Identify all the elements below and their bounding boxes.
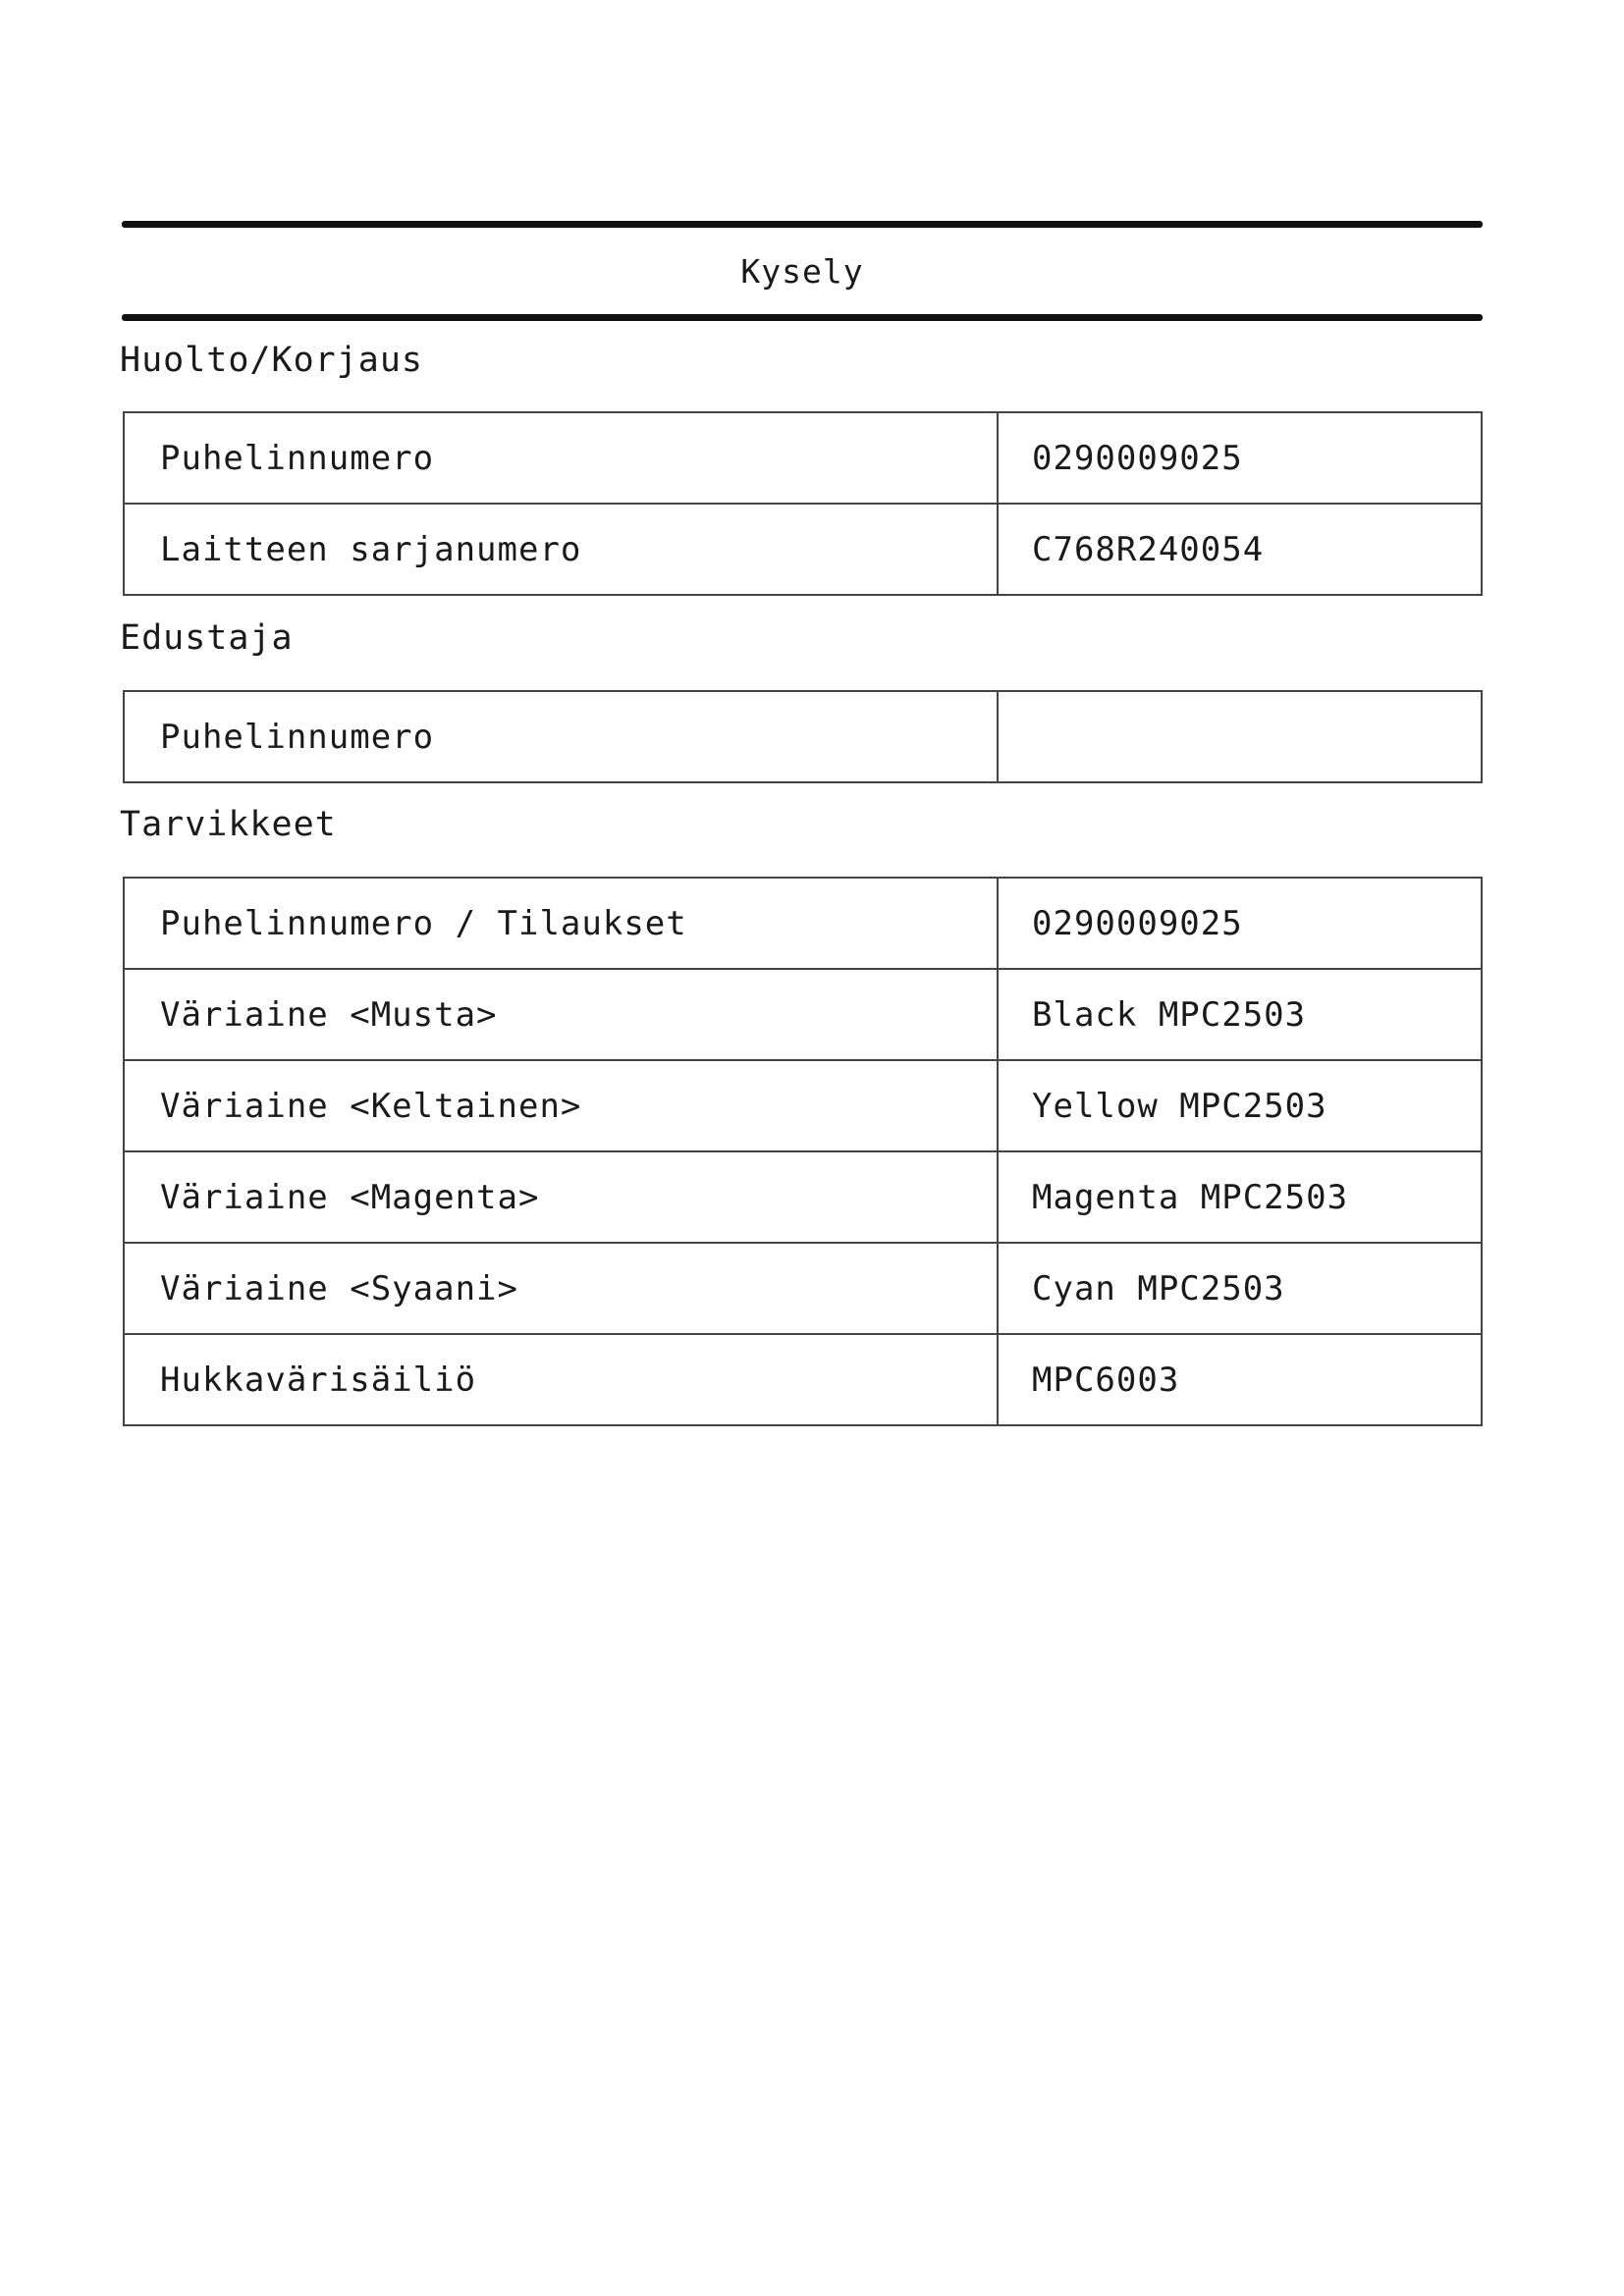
row-label: Puhelinnumero / Tilaukset <box>124 878 998 969</box>
table-row <box>124 878 1482 969</box>
table-row <box>124 969 1482 1060</box>
row-label: Väriaine <Musta> <box>124 969 998 1060</box>
table-row <box>124 504 1482 595</box>
tarvikkeet-table <box>123 877 1483 1426</box>
huolto-table <box>123 411 1483 596</box>
row-value: Black MPC2503 <box>998 969 1482 1060</box>
row-label: Puhelinnumero <box>124 691 998 782</box>
row-value: Cyan MPC2503 <box>998 1243 1482 1334</box>
row-value: 0290009025 <box>998 878 1482 969</box>
row-value <box>998 691 1482 782</box>
row-label: Väriaine <Syaani> <box>124 1243 998 1334</box>
row-label: Väriaine <Magenta> <box>124 1151 998 1243</box>
row-label: Hukkavärisäiliö <box>124 1334 998 1425</box>
row-value: Yellow MPC2503 <box>998 1060 1482 1151</box>
section-heading-huolto: Huolto/Korjaus <box>120 341 424 380</box>
document-title: Kysely <box>740 252 864 291</box>
table-row <box>124 1151 1482 1243</box>
row-value: C768R240054 <box>998 504 1482 595</box>
section-heading-edustaja: Edustaja <box>120 618 294 658</box>
header-bottom-rule <box>122 314 1483 321</box>
table-row <box>124 412 1482 504</box>
row-label: Laitteen sarjanumero <box>124 504 998 595</box>
table-row <box>124 1334 1482 1425</box>
table-row <box>124 1060 1482 1151</box>
row-value: MPC6003 <box>998 1334 1482 1425</box>
edustaja-table <box>123 690 1483 783</box>
row-value: Magenta MPC2503 <box>998 1151 1482 1243</box>
header-top-rule <box>122 221 1483 228</box>
table-row <box>124 1243 1482 1334</box>
table-row <box>124 691 1482 782</box>
section-heading-tarvikkeet: Tarvikkeet <box>120 805 337 844</box>
row-label: Puhelinnumero <box>124 412 998 504</box>
row-value: 0290009025 <box>998 412 1482 504</box>
row-label: Väriaine <Keltainen> <box>124 1060 998 1151</box>
